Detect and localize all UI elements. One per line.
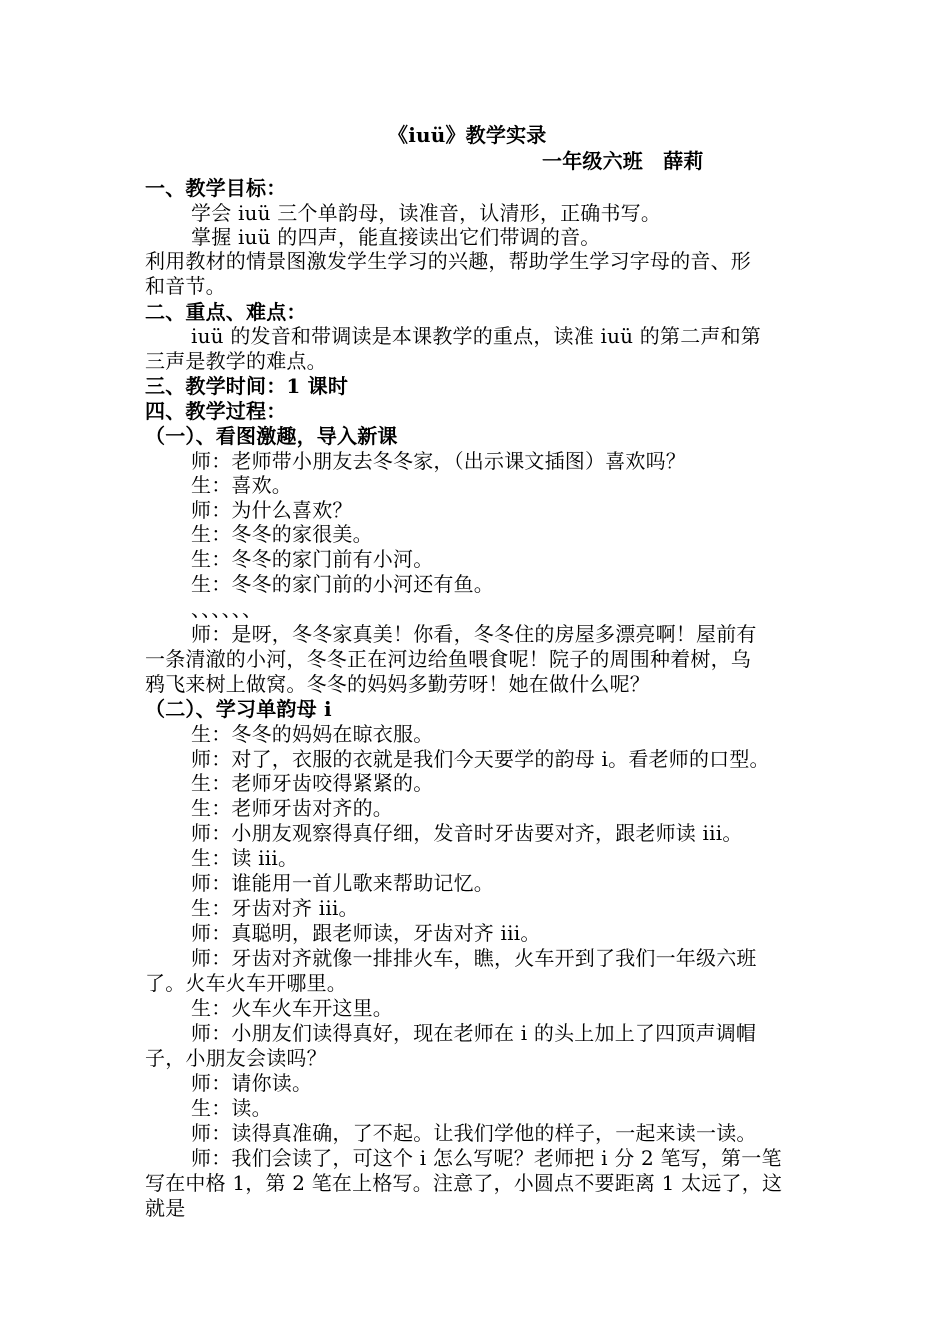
- section-heading-goals: 一、教学目标：: [145, 176, 287, 200]
- paragraph-line: 三声是教学的难点。: [145, 349, 327, 373]
- dialogue-line: 写在中格 1，第 2 笔在上格写。注意了，小圆点不要距离 1 太远了，这: [145, 1171, 783, 1195]
- document-author: 一年级六班 薛莉: [542, 149, 704, 173]
- ellipsis-line: 、、、、、、: [191, 597, 263, 621]
- dialogue-line: 生：读。: [191, 1096, 272, 1120]
- paragraph-line: 利用教材的情景图激发学生学习的兴趣，帮助学生学习字母的音、形: [145, 249, 751, 273]
- dialogue-line: 师：是呀，冬冬家真美！你看，冬冬住的房屋多漂亮啊！屋前有: [191, 622, 757, 646]
- dialogue-line: 一条清澈的小河，冬冬正在河边给鱼喂食呢！院子的周围种着树，乌: [145, 647, 751, 671]
- section-heading-key-points: 二、重点、难点：: [145, 300, 307, 324]
- paragraph-line: 掌握 iuü 的四声，能直接读出它们带调的音。: [191, 225, 601, 249]
- dialogue-line: 师：对了，衣服的衣就是我们今天要学的韵母 i。看老师的口型。: [191, 747, 770, 771]
- dialogue-line: 生：喜欢。: [191, 473, 292, 497]
- dialogue-line: 生：老师牙齿咬得紧紧的。: [191, 771, 434, 795]
- dialogue-line: 生：冬冬的家门前有小河。: [191, 547, 434, 571]
- dialogue-line: 师：小朋友们读得真好，现在老师在 i 的头上加上了四顶声调帽: [191, 1021, 757, 1045]
- dialogue-line: 师：老师带小朋友去冬冬家，（出示课文插图）喜欢吗？: [191, 449, 686, 473]
- dialogue-line: 就是: [145, 1196, 186, 1220]
- subsection-heading-2: （二）、学习单韵母 i: [145, 697, 332, 721]
- dialogue-line: 鸦飞来树上做窝。冬冬的妈妈多勤劳呀！她在做什么呢？: [145, 672, 650, 696]
- dialogue-line: 师：我们会读了，可这个 i 怎么写呢？老师把 i 分 2 笔写，第一笔: [191, 1146, 782, 1170]
- dialogue-line: 生：冬冬的家门前的小河还有鱼。: [191, 572, 494, 596]
- dialogue-line: 生：读 iii。: [191, 846, 299, 870]
- section-heading-process: 四、教学过程：: [145, 399, 287, 423]
- dialogue-line: 生：老师牙齿对齐的。: [191, 796, 393, 820]
- paragraph-line: iuü 的发音和带调读是本课教学的重点，读准 iuü 的第二声和第: [191, 324, 761, 348]
- paragraph-line: 和音节。: [145, 274, 226, 298]
- dialogue-line: 生：牙齿对齐 iii。: [191, 896, 359, 920]
- dialogue-line: 了。火车火车开哪里。: [145, 971, 347, 995]
- dialogue-line: 生：火车火车开这里。: [191, 996, 393, 1020]
- dialogue-line: 师：为什么喜欢？: [191, 498, 353, 522]
- dialogue-line: 师：谁能用一首儿歌来帮助记忆。: [191, 871, 494, 895]
- subsection-heading-1: （一）、看图激趣，导入新课: [145, 424, 398, 448]
- dialogue-line: 师：真聪明，跟老师读，牙齿对齐 iii。: [191, 921, 541, 945]
- document-title: 《iuü》教学实录: [388, 123, 547, 147]
- dialogue-line: 师：读得真准确，了不起。让我们学他的样子，一起来读一读。: [191, 1121, 757, 1145]
- dialogue-line: 师：小朋友观察得真仔细，发音时牙齿要对齐，跟老师读 iii。: [191, 821, 743, 845]
- paragraph-line: 学会 iuü 三个单韵母，读准音，认清形，正确书写。: [191, 201, 662, 225]
- section-heading-time: 三、教学时间：1 课时: [145, 374, 349, 398]
- dialogue-line: 生：冬冬的家很美。: [191, 522, 373, 546]
- dialogue-line: 子，小朋友会读吗？: [145, 1046, 327, 1070]
- dialogue-line: 师：请你读。: [191, 1071, 313, 1095]
- dialogue-line: 师：牙齿对齐就像一排排火车，瞧，火车开到了我们一年级六班: [191, 946, 757, 970]
- dialogue-line: 生：冬冬的妈妈在晾衣服。: [191, 722, 434, 746]
